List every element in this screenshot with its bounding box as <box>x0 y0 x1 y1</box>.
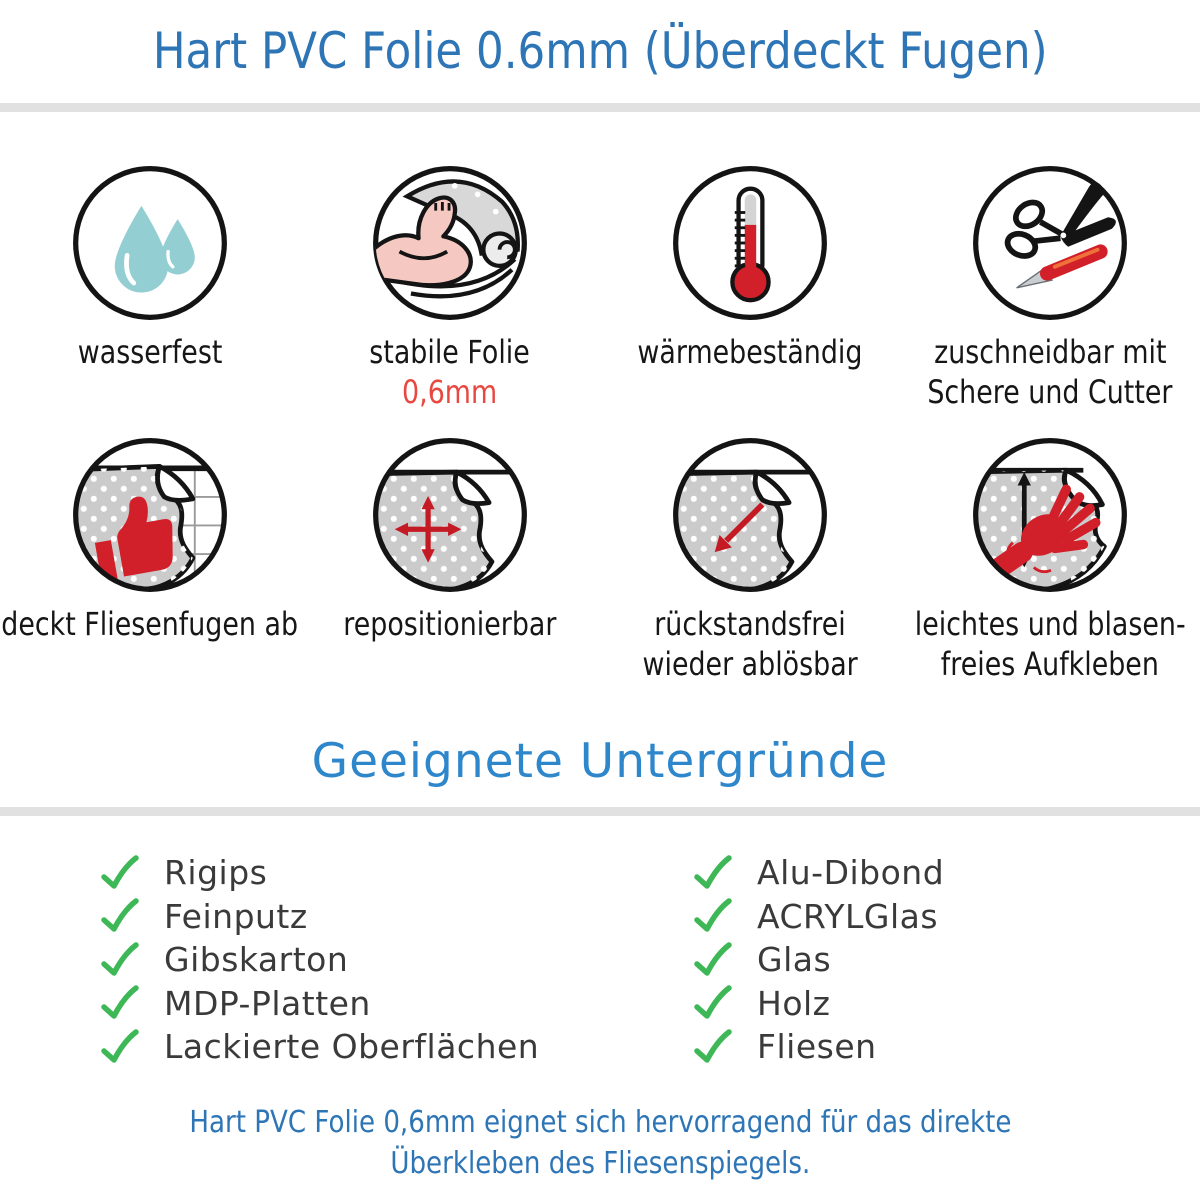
divider-middle <box>0 807 1200 816</box>
check-icon <box>693 942 733 978</box>
feature-zuschneidbar <box>900 162 1200 434</box>
feature-label-2: freies Aufkleben <box>940 645 1160 683</box>
check-icon <box>100 1029 140 1065</box>
water-drops-icon <box>69 162 231 324</box>
check-icon <box>693 898 733 934</box>
feature-label-2: Schere und Cutter <box>927 373 1173 411</box>
features-grid <box>0 162 1200 706</box>
scissors-cutter-icon <box>969 162 1131 324</box>
substrates-column-right <box>693 851 944 1069</box>
section-heading: Geeignete Untergründe <box>311 734 889 789</box>
check-icon <box>693 855 733 891</box>
thumbs-up-tile-icon <box>69 434 231 596</box>
footer-line-2: Überkleben des Fliesenspiegels. <box>390 1146 810 1181</box>
thermometer-icon <box>669 162 831 324</box>
feature-label: deckt Fliesenfugen ab <box>1 605 299 643</box>
list-item: Holz <box>693 982 944 1026</box>
footer-note <box>0 1102 1200 1184</box>
feature-label: repositionierbar <box>343 605 557 643</box>
feature-stabile-folie <box>300 162 600 434</box>
page-title: Hart PVC Folie 0.6mm (Überdeckt Fugen) <box>152 22 1048 80</box>
feature-label: stabile Folie <box>369 333 531 371</box>
check-icon <box>100 898 140 934</box>
substrates-column-left <box>100 851 595 1069</box>
check-icon <box>693 985 733 1021</box>
feature-repositionierbar <box>300 434 600 706</box>
list-item: Alu-Dibond <box>693 851 944 895</box>
list-item: Feinputz <box>100 895 595 939</box>
list-item: ACRYLGlas <box>693 895 944 939</box>
feature-fliesenfugen <box>0 434 300 706</box>
feature-wasserfest <box>0 162 300 434</box>
muscle-foil-icon <box>369 162 531 324</box>
feature-aufkleben <box>900 434 1200 706</box>
list-item: Gibskarton <box>100 938 595 982</box>
feature-label: wärmebeständig <box>637 333 863 371</box>
feature-label: rückstandsfrei <box>654 605 846 643</box>
list-item: Lackierte Oberflächen <box>100 1025 595 1069</box>
feature-label: leichtes und blasen- <box>914 605 1186 643</box>
check-icon <box>100 942 140 978</box>
check-icon <box>100 985 140 1021</box>
feature-label: zuschneidbar mit <box>933 333 1167 371</box>
feature-label-2: wieder ablösbar <box>642 645 858 683</box>
feature-sublabel: 0,6mm <box>402 373 498 411</box>
check-icon <box>693 1029 733 1065</box>
list-item: Fliesen <box>693 1025 944 1069</box>
list-item: MDP-Platten <box>100 982 595 1026</box>
feature-label: wasserfest <box>77 333 223 371</box>
smoothing-hand-icon <box>969 434 1131 596</box>
move-arrows-icon <box>369 434 531 596</box>
substrates-section <box>0 851 1200 1069</box>
divider-top <box>0 103 1200 112</box>
footer-line-1: Hart PVC Folie 0,6mm eignet sich hervorragend für das direkte <box>188 1105 1012 1140</box>
list-item: Glas <box>693 938 944 982</box>
feature-abloesbar <box>600 434 900 706</box>
peel-off-arrow-icon <box>669 434 831 596</box>
check-icon <box>100 855 140 891</box>
list-item: Rigips <box>100 851 595 895</box>
feature-waermebestaendig <box>600 162 900 434</box>
